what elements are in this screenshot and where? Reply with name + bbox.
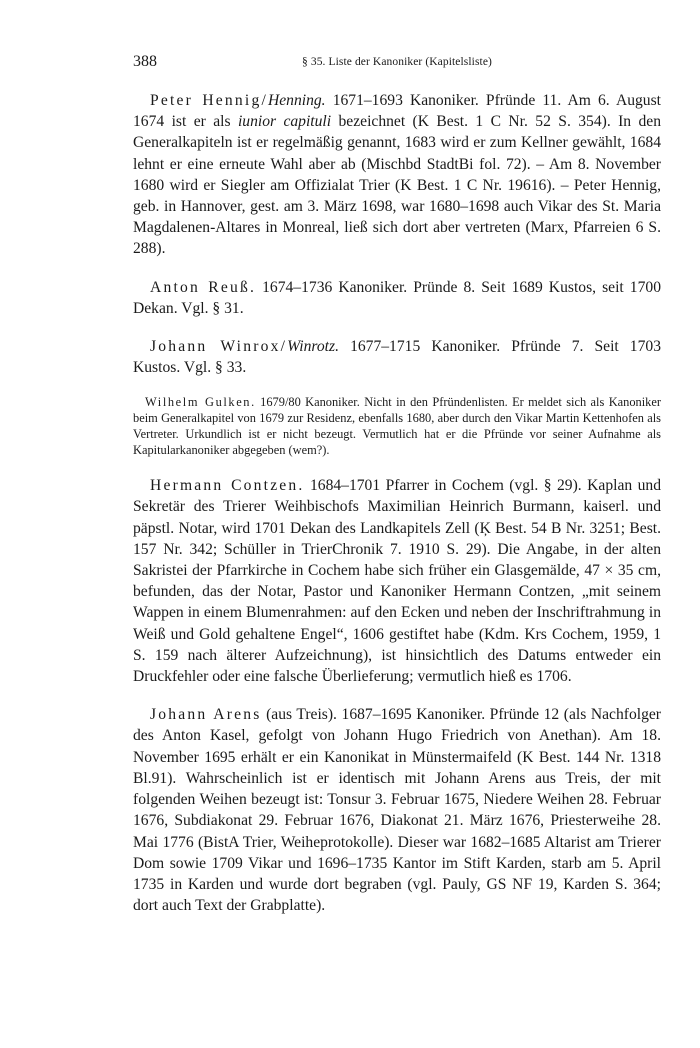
entry-text: 1674–1736 Kanoniker. Pründe 8. Seit 1689 Kustos, seit 1700 Dekan. Vgl. § 31. (133, 278, 661, 317)
entry-name: Peter Hennig/ (150, 92, 268, 109)
entry-johann-winrox (133, 336, 661, 378)
entry-text-continued: bezeichnet (K Best. 1 C Nr. 52 S. 354). In den Generalkapiteln ist er regelmäßig genannt, 1683 wird er zum Kellner gewählt, 1684 lehnt er eine erneute Wahl aber ab (Mischbd StadtBi fol. 72). – Am 8. November 1680 wird er Siegler am Offizialat Trier (K Best. 1 C Nr. 19616). – Peter Hennig, geb. in Hannover, gest. am 3. März 1698, war 1680–1698 auch Vikar des St. Maria Magdalenen-Altares in Monreal, ließ sich dort aber vertreten (Marx, Pfarreien 6 S. 288). (133, 113, 662, 258)
running-head: § 35. Liste der Kanoniker (Kapitelsliste) (302, 56, 492, 68)
entry-name: Hermann Contzen. (150, 477, 305, 495)
entry-johann-arens (133, 704, 661, 916)
entry-name: Johann Arens (150, 706, 262, 724)
entry-name-variant: Winrotz. (287, 338, 339, 356)
entry-wilhelm-gulken (133, 395, 661, 458)
entry-text: 1684–1701 Pfarrer in Cochem (vgl. § 29). Kaplan und Sekretär des Trierer Weihbischofs Maximilian Heinrich Burmann, kaiserl. und päpstl. Notar, wird 1701 Dekan des Landkapitels Zell (Ķ Best. 54 B Nr. 3251; Best. 157 Nr. 342; Schüller in TrierChronik 7. 1910 S. 29). Die Angabe, in der alten Sakristei der Pfarrkirche in Cochem habe sich früher ein Glasgemälde, 47 × 35 cm, befunden, das der Notar, Pastor und Kanoniker Hermann Contzen, „mit seinem Wappen in einem Blumenrahmen: auf den Ecken und neben der Inschriftrahmung in Weiß und Gold gehaltene Engel“, 1606 gestiftet habe (Kdm. Krs Cochem, 1959, 1 S. 159 nach älterer Aufzeichnung), ist hinsichtlich des Datums entweder ein Druckfehler oder eine falsche Überlieferung; vermutlich hieß es 1706. (133, 477, 661, 686)
entry-text: 1679/80 Kanoniker. Nicht in den Pfründenlisten. Er meldet sich als Kanoniker beim Generalkapitel von 1679 zur Residenz, ebenfalls 1680, aber durch den Vikar Martin Kettenhofen als Vertreter. Urkundlich ist er nicht bezeugt. Vermutlich hat er die Pfründe vor seiner Aufnahme als Kapitularkanoniker abgegeben (wem?). (133, 395, 661, 457)
entry-hermann-contzen (133, 475, 661, 687)
entry-peter-hennig (133, 90, 661, 260)
entry-text: 1677–1715 Kanoniker. Pfründe 7. Seit 1703 Kustos. Vgl. § 33. (133, 338, 661, 377)
entry-anton-reuss (133, 277, 661, 319)
entry-italic-term: iunior capituli (237, 113, 332, 131)
page-body (133, 90, 661, 916)
entry-text: 1671–1693 Kanoniker. Pfründe 11. Am 6. August 1674 ist er als (133, 92, 661, 131)
entry-text: (aus Treis). 1687–1695 Kanoniker. Pfründe 12 (als Nachfolger des Anton Kasel, gefolgt von Johann Hugo Friedrich von Anethan). Am 18. November 1695 erhält er ein Kanonikat in Münstermaifeld (K Best. 144 Nr. 1318 Bl.91). Wahrscheinlich ist er identisch mit Johann Arens aus Treis, der mit folgenden Weihen bezeugt ist: Tonsur 3. Februar 1675, Niedere Weihen 28. Februar 1676, Subdiakonat 29. Februar 1676, Diakonat 21. März 1676, Priesterweihe 28. Mai 1776 (BistA Trier, Weiheprotokolle). Dieser war 1682–1685 Altarist am Trierer Dom sowie 1709 Vikar und 1696–1735 Kantor im Stift Karden, starb am 5. April 1735 in Karden und wurde dort begraben (vgl. Pauly, GS NF 19, Karden S. 364; dort auch Text der Grabplatte). (133, 706, 661, 915)
entry-name-variant: Henning. (267, 92, 326, 109)
entry-name: Johann Winrox/ (150, 338, 288, 356)
page-number: 388 (133, 53, 157, 70)
page-header (133, 50, 661, 74)
entry-name: Wilhelm Gulken. (145, 395, 256, 410)
entry-name: Anton Reuß. (150, 278, 257, 296)
